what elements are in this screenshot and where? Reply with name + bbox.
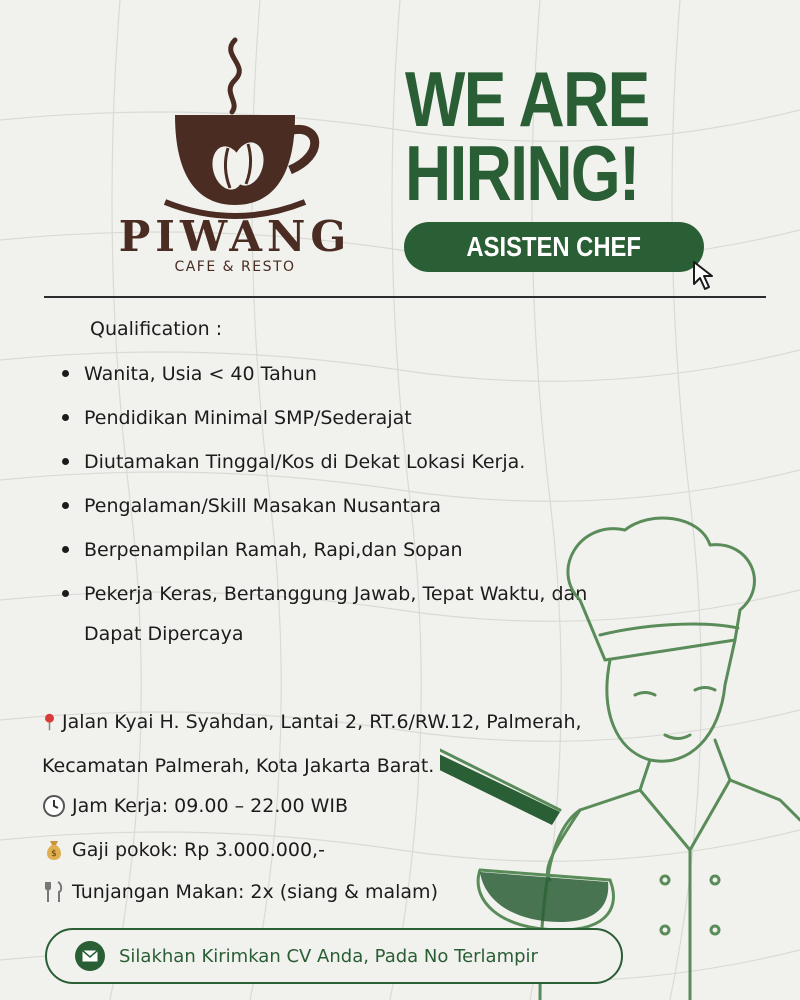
working-hours [42, 784, 762, 828]
qualification-heading: Qualification : [90, 318, 223, 340]
qualification-item-continuation: Dapat Dipercaya [84, 623, 244, 645]
qualification-item: Pengalaman/Skill Masakan Nusantara [58, 484, 748, 528]
qualification-item: Pendidikan Minimal SMP/Sederajat [58, 396, 748, 440]
map-pin-icon [42, 709, 60, 735]
fork-knife-icon [42, 879, 66, 905]
headline-line2: HIRING! [405, 129, 639, 217]
clock-icon [42, 793, 66, 819]
position-badge [404, 222, 704, 272]
qualification-item: Diutamakan Tinggal/Kos di Dekat Lokasi Kerja. [58, 440, 748, 484]
divider [44, 296, 766, 298]
salary-label: Gaji pokok: Rp 3.000.000,- [72, 839, 325, 861]
money-bag-icon [42, 837, 66, 863]
meal-allowance [42, 870, 762, 914]
cursor-pointer-icon [688, 258, 718, 292]
meal-label: Tunjangan Makan: 2x (siang & malam) [72, 881, 438, 903]
send-cv-label: Silakhan Kirimkan CV Anda, Pada No Terlampir [119, 945, 538, 967]
brand-name: PIWANG [118, 212, 352, 261]
address-line2: Kecamatan Palmerah, Kota Jakarta Barat. [42, 755, 435, 777]
qualification-item: Wanita, Usia < 40 Tahun [58, 352, 748, 396]
qualification-item: Pekerja Keras, Bertanggung Jawab, Tepat Waktu, dan [58, 572, 748, 616]
address-line1: Jalan Kyai H. Syahdan, Lantai 2, RT.6/RW.12, Palmerah, [62, 711, 582, 733]
salary [42, 828, 762, 872]
qualification-item: Berpenampilan Ramah, Rapi,dan Sopan [58, 528, 748, 572]
address [42, 700, 762, 788]
brand-subtitle: CAFE & RESTO [174, 259, 296, 275]
mail-icon [75, 941, 105, 971]
svg-text:$: $ [51, 849, 57, 859]
hours-label: Jam Kerja: 09.00 – 22.00 WIB [72, 795, 349, 817]
position-label: ASISTEN CHEF [466, 231, 642, 262]
headline-line1: WE ARE [405, 55, 649, 143]
send-cv-button[interactable] [45, 928, 623, 984]
